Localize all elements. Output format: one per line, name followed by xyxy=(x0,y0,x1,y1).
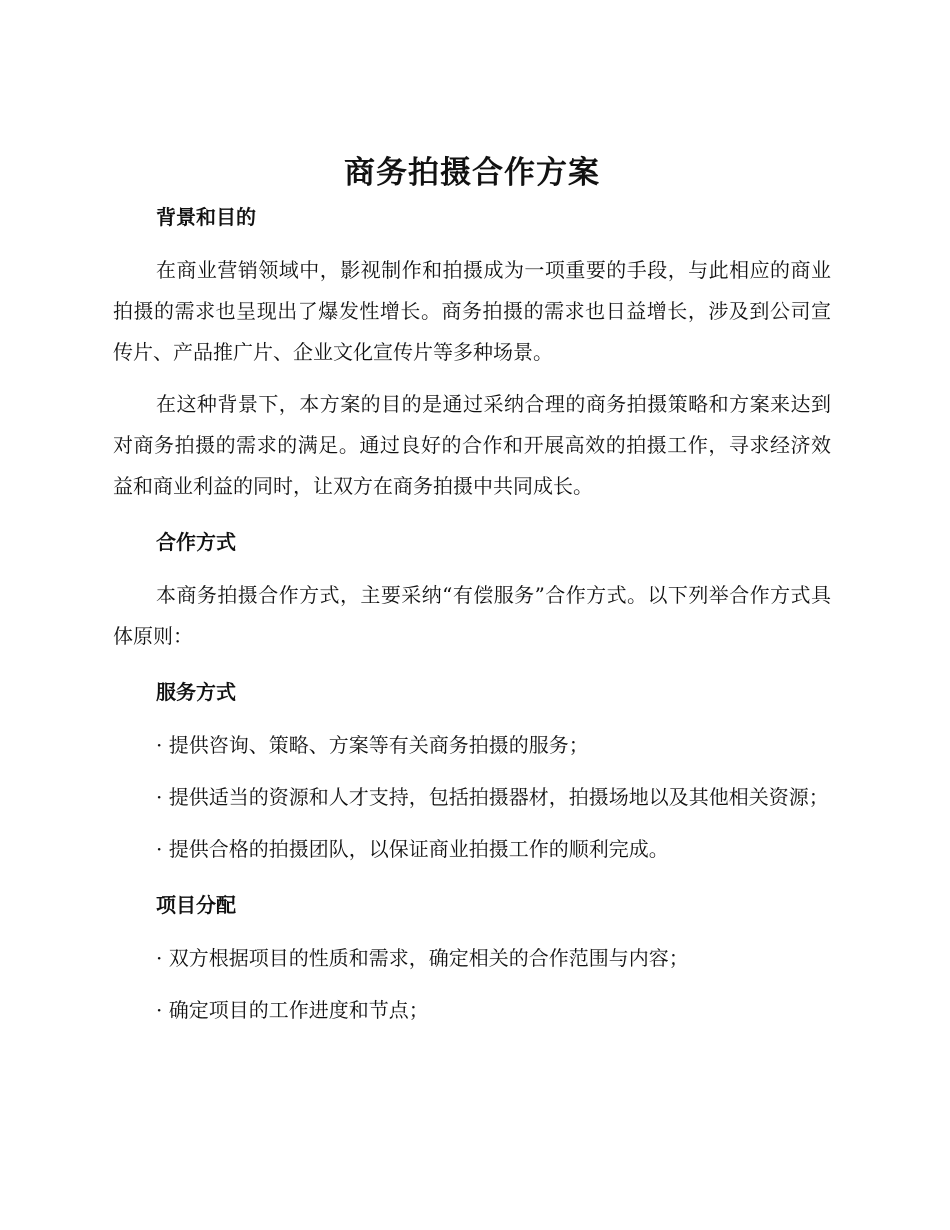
section-heading-service: 服务方式 xyxy=(156,680,236,704)
document-page xyxy=(113,150,831,1031)
background-paragraph-1: 在商业营销领域中，影视制作和拍摄成为一项重要的手段，与此相应的商业拍摄的需求也呈现出了爆发性增长。商务拍摄的需求也日益增长，涉及到公司宣传片、产品推广片、企业文化宣传片等多种场景。 xyxy=(113,258,831,364)
service-bullet-1: · 提供咨询、策略、方案等有关商务拍摄的服务； xyxy=(156,733,589,757)
service-bullet-2: · 提供适当的资源和人才支持，包括拍摄器材，拍摄场地以及其他相关资源； xyxy=(156,785,829,809)
service-bullet-3: · 提供合格的拍摄团队，以保证商业拍摄工作的顺利完成。 xyxy=(156,837,669,861)
section-heading-allocation: 项目分配 xyxy=(156,893,236,917)
allocation-bullet-1: · 双方根据项目的性质和需求，确定相关的合作范围与内容； xyxy=(156,946,689,970)
section-heading-cooperation: 合作方式 xyxy=(156,530,236,554)
document-title: 商务拍摄合作方案 xyxy=(344,155,600,191)
section-heading-background: 背景和目的 xyxy=(156,205,256,229)
allocation-bullet-2: · 确定项目的工作进度和节点； xyxy=(156,998,429,1022)
background-paragraph-2: 在这种背景下，本方案的目的是通过采纳合理的商务拍摄策略和方案来达到对商务拍摄的需求的满足。通过良好的合作和开展高效的拍摄工作，寻求经济效益和商业利益的同时，让双方在商务拍摄中共同成长。 xyxy=(113,392,831,498)
cooperation-paragraph-1: 本商务拍摄合作方式，主要采纳“有偿服务”合作方式。以下列举合作方式具体原则： xyxy=(113,583,831,648)
